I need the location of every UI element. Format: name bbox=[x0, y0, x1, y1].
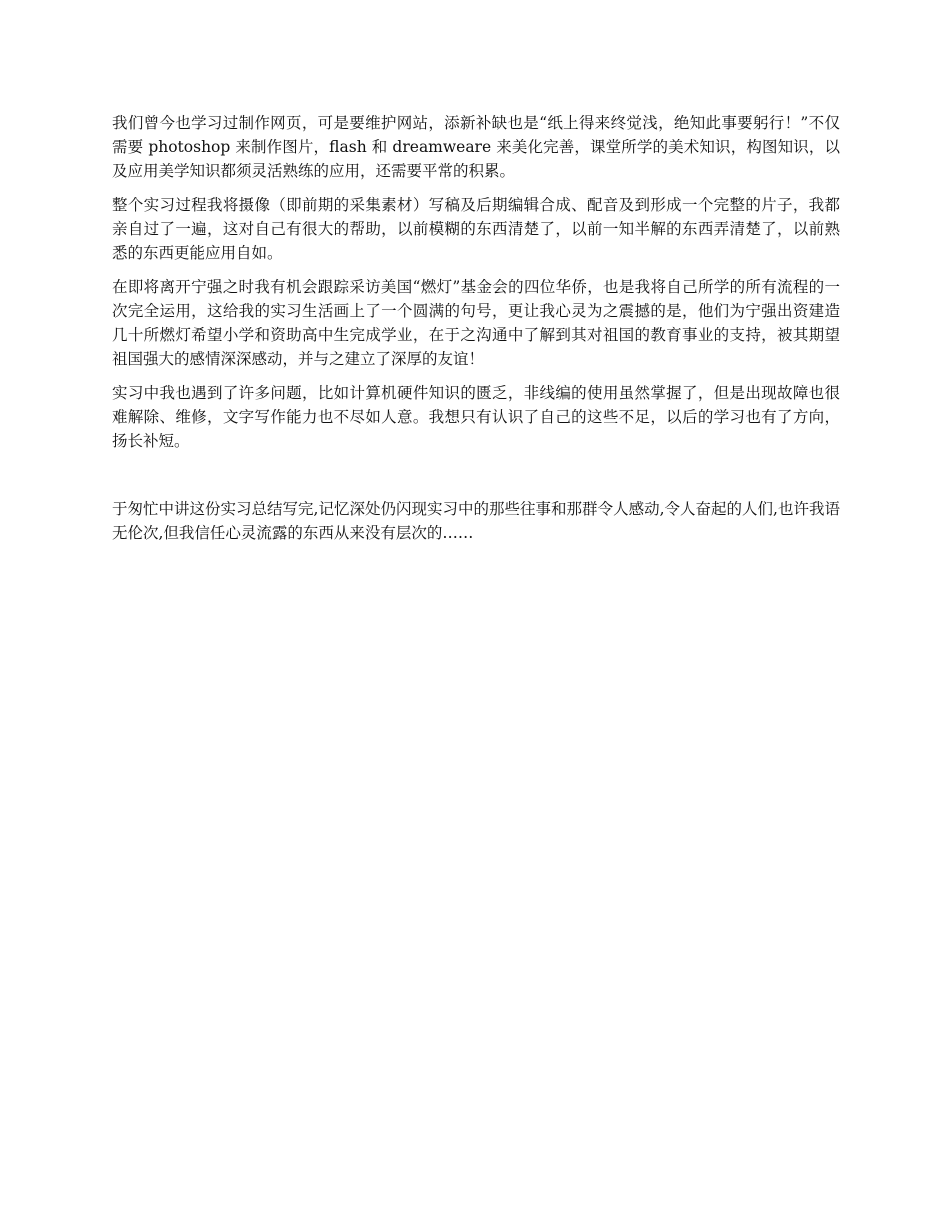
document-body bbox=[112, 111, 840, 555]
paragraph-production-process: 整个实习过程我将摄像（即前期的采集素材）写稿及后期编辑合成、配音及到形成一个完整的片子，我都亲自过了一遍，这对自己有很大的帮助，以前模糊的东西清楚了，以前一知半解的东西弄清楚了，以前熟悉的东西更能应用自如。 bbox=[112, 196, 840, 262]
paragraph-interview: 在即将离开宁强之时我有机会跟踪采访美国“燃灯”基金会的四位华侨，也是我将自己所学的所有流程的一次完全运用，这给我的实习生活画上了一个圆满的句号，更让我心灵为之震撼的是，他们为宁强出资建造几十所燃灯希望小学和资助高中生完成学业，在于之沟通中了解到其对祖国的教育事业的支持，被其期望祖国强大的感情深深感动，并与之建立了深厚的友谊！ bbox=[112, 278, 840, 368]
paragraph-web-design: 我们曾今也学习过制作网页，可是要维护网站，添新补缺也是“纸上得来终觉浅，绝知此事要躬行！”不仅需要 photoshop 来制作图片，flash 和 dreamweare 来美化完善，课堂所学的美术知识，构图知识，以及应用美学知识都须灵活熟练的应用，还需要平常的积累。 bbox=[112, 114, 840, 180]
paragraph-problems: 实习中我也遇到了许多问题，比如计算机硬件知识的匮乏，非线编的使用虽然掌握了，但是出现故障也很难解除、维修，文字写作能力也不尽如人意。我想只有认识了自己的这些不足，以后的学习也有了方向，扬长补短。 bbox=[112, 384, 840, 450]
paragraph-closing: 于匆忙中讲这份实习总结写完,记忆深处仍闪现实习中的那些往事和那群令人感动,令人奋起的人们,也许我语无伦次,但我信任心灵流露的东西从来没有层次的…… bbox=[112, 500, 840, 542]
